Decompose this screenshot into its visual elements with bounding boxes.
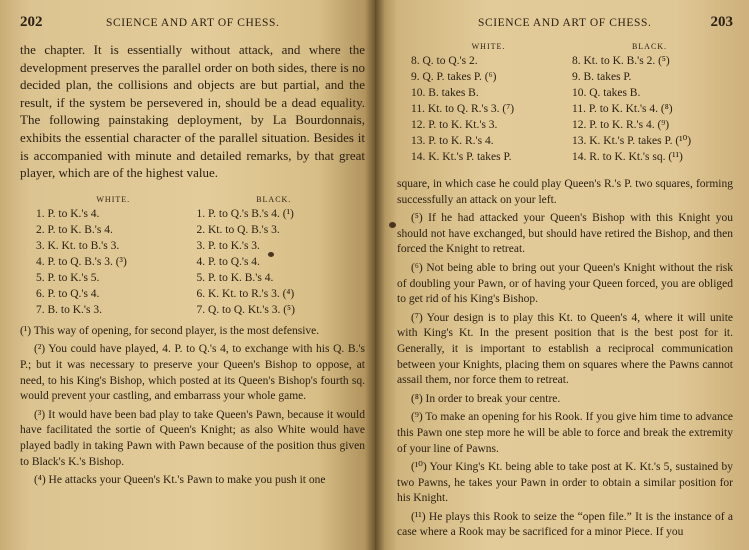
black-move: 8. Kt. to K. B.'s 2. (⁵) <box>572 55 670 67</box>
footnote: (⁷) Your design is to play this Kt. to Queen's 4, where it will unite with King's Kt. In the present position that is the best post for it. Generally, it is important to establish a reciprocal communication between your Knights, placing them on squares where the Pawns cannot assail them, nor force them to retreat. <box>397 311 733 387</box>
black-move: 10. Q. takes B. <box>572 87 641 99</box>
white-move: 1. P. to K.'s 4. <box>36 207 100 220</box>
footnote: (¹⁰) Your King's Kt. being able to take post at K. Kt.'s 5, sustained by two Pawns, he takes your Pawn in order to obtain a similar position for his Knight. <box>397 461 733 505</box>
black-move: 7. Q. to Q. Kt.'s 3. (⁵) <box>196 303 295 316</box>
left-running-header <box>20 14 365 31</box>
right-footnotes <box>397 177 733 541</box>
white-move: 14. K. Kt.'s P. takes P. <box>411 151 512 163</box>
white-move: 3. K. Kt. to B.'s 3. <box>36 239 120 252</box>
white-move: 12. P. to K. Kt.'s 3. <box>411 119 498 131</box>
white-move: 11. Kt. to Q. R.'s 3. (⁷) <box>411 103 515 115</box>
black-move: 3. P. to K.'s 3. <box>196 239 260 252</box>
footnote: (¹) This way of opening, for second player, is the most defensive. <box>20 324 320 337</box>
left-page-number: 202 <box>20 14 43 30</box>
gutter-shadow-right <box>375 0 385 550</box>
white-move: 8. Q. to Q.'s 2. <box>411 55 478 67</box>
white-move: 10. B. takes B. <box>411 87 479 99</box>
right-running-header <box>397 14 733 31</box>
right-page <box>375 0 749 550</box>
white-move: 7. B. to K.'s 3. <box>36 303 102 316</box>
black-move: 6. K. Kt. to R.'s 3. (⁴) <box>196 287 295 300</box>
footnote-continuation: square, in which case he could play Queen's R.'s P. two squares, forming successfully an attack on your left. <box>397 178 733 206</box>
black-move: 11. P. to K. Kt.'s 4. (⁸) <box>572 103 673 115</box>
footnote: (³) It would have been bad play to take Queen's Pawn, because it would have facilitated the sortie of Queen's Knight; as also White would have played badly in taking Pawn with Pawn because of the position thus given to Black's K.'s Bishop. <box>20 408 365 468</box>
left-move-table <box>36 194 351 318</box>
white-move: 9. Q. P. takes P. (⁶) <box>411 71 497 83</box>
black-move: 13. K. Kt.'s P. takes P. (¹⁰) <box>572 135 692 147</box>
gutter-shadow-left <box>365 0 375 550</box>
footnote: (²) You could have played, 4. P. to Q.'s 4, to exchange with his Q. B.'s P.; but it was necessary to preserve your Queen's Bishop to oppose, at need, to his King's Bishop, which posted at its Queen's Bishop's fourth sq. would prevent your castling, and embarrass your whole game. <box>20 343 365 403</box>
black-move: 9. B. takes P. <box>572 71 632 83</box>
left-intro-paragraph: the chapter. It is essentially without attack, and where the development preserves the parallel order on both sides, there is no decided plan, the collisions and objects are but partial, and the result, if the system be persevered in, should be a dead equality. The following painstaking deployment, by La Bourdonnais, exhibits the essential character of the parallel situation. Besides it is accompanied with minute and detailed remarks, by that great player, which are of the highest value. <box>20 42 365 181</box>
white-move: 5. P. to K.'s 5. <box>36 271 100 284</box>
black-move: 5. P. to K. B.'s 4. <box>196 271 274 284</box>
white-column-header: WHITE. <box>96 194 131 204</box>
white-move: 6. P. to Q.'s 4. <box>36 287 100 300</box>
black-move: 12. P. to K. R.'s 4. (⁹) <box>572 119 670 131</box>
footnote: (⁹) To make an opening for his Rook. If you give him time to advance this Pawn one step more he will be able to force and break the extremity of your line of Pawns. <box>397 411 733 455</box>
black-move: 1. P. to Q.'s B.'s 4. (¹) <box>196 207 294 220</box>
footnote: (¹¹) He plays this Rook to seize the “open file.” It is the instance of a case where a Rook may be sacrificed for a minor Piece. If you <box>397 510 733 539</box>
right-move-table <box>411 41 727 165</box>
black-move: 4. P. to Q.'s 4. <box>196 255 260 268</box>
left-running-head: SCIENCE AND ART OF CHESS. <box>105 17 280 29</box>
black-column-header: BLACK. <box>256 194 292 204</box>
left-footnotes <box>20 324 365 489</box>
white-move: 13. P. to K. R.'s 4. <box>411 135 494 147</box>
right-running-head: SCIENCE AND ART OF CHESS. <box>477 17 652 29</box>
black-column-header: BLACK. <box>631 42 668 51</box>
black-move: 14. R. to K. Kt.'s sq. (¹¹) <box>572 151 683 163</box>
black-move: 2. Kt. to Q. B.'s 3. <box>196 223 280 236</box>
footnote: (⁸) In order to break your centre. <box>411 392 561 405</box>
white-move: 2. P. to K. B.'s 4. <box>36 223 113 236</box>
white-column-header: WHITE. <box>471 42 506 51</box>
footnote: (⁶) Not being able to bring out your Queen's Knight without the risk of doubling your Pawn, or of having your Queen forced, you are obliged to get rid of his King's Bishop. <box>397 261 733 306</box>
ink-blot <box>268 252 274 257</box>
white-move: 4. P. to Q. B.'s 3. (³) <box>36 255 127 268</box>
footnote: (⁴) He attacks your Queen's Kt.'s Pawn to make you push it one <box>34 474 326 487</box>
ink-blot <box>389 222 396 228</box>
right-page-number: 203 <box>710 14 733 30</box>
footnote: (⁵) If he had attacked your Queen's Bishop with this Knight you should not have exchanged, but should have retired the Bishop, and then forced the Knight to retreat. <box>397 212 733 256</box>
